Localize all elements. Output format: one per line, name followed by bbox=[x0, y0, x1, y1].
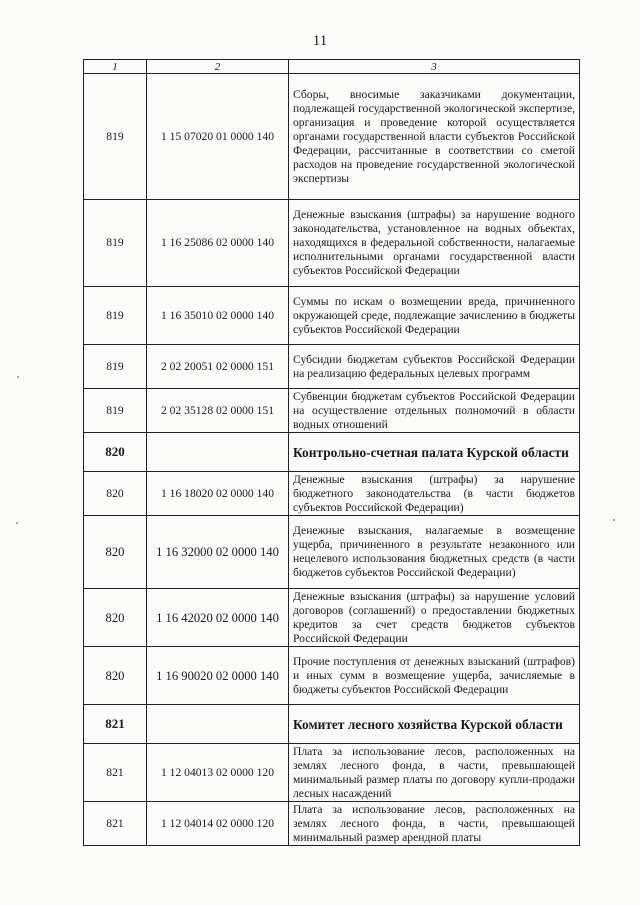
scan-speck bbox=[16, 522, 18, 524]
description-cell: Денежные взыскания (штрафы) за нарушение водного законодательства, установленное на водных объектах, находящихся в федеральной собственности, налагаемые исполнительными органами государственной власти субъектов Российской Федерации bbox=[289, 200, 580, 287]
scan-speck bbox=[613, 519, 615, 521]
revenue-code-cell: 1 16 32000 02 0000 140 bbox=[147, 516, 289, 589]
revenue-code-cell: 1 16 18020 02 0000 140 bbox=[147, 472, 289, 516]
admin-code-cell: 820 bbox=[84, 516, 147, 589]
revenue-code-cell: 1 16 42020 02 0000 140 bbox=[147, 589, 289, 647]
table-row bbox=[84, 589, 580, 647]
revenue-code-cell: 2 02 35128 02 0000 151 bbox=[147, 389, 289, 433]
table-row bbox=[84, 647, 580, 705]
table-row bbox=[84, 472, 580, 516]
revenue-code-cell: 1 16 25086 02 0000 140 bbox=[147, 200, 289, 287]
header-col-1: 1 bbox=[84, 60, 147, 74]
description-cell: Прочие поступления от денежных взысканий (штрафов) и иных сумм в возмещение ущерба, зачисляемые в бюджеты субъектов Российской Федерации bbox=[289, 647, 580, 705]
admin-code-cell: 820 bbox=[84, 589, 147, 647]
description-cell: Субвенции бюджетам субъектов Российской Федерации на осуществление отдельных полномочий в области водных отношений bbox=[289, 389, 580, 433]
admin-code-cell: 819 bbox=[84, 345, 147, 389]
table-header-row bbox=[84, 60, 580, 74]
section-header-row bbox=[84, 433, 580, 472]
revenue-code-cell: 2 02 20051 02 0000 151 bbox=[147, 345, 289, 389]
table-row bbox=[84, 802, 580, 846]
revenue-code-cell bbox=[147, 705, 289, 744]
table-row bbox=[84, 345, 580, 389]
table-row bbox=[84, 287, 580, 345]
description-cell: Сборы, вносимые заказчиками документации, подлежащей государственной экологической экспертизе, организация и проведение которой осуществляется органами государственной власти субъектов Российской Федерации, рассчитанные в соответствии со сметой расходов на проведение государственной экологической экспертизы bbox=[289, 74, 580, 200]
description-cell: Плата за использование лесов, расположенных на землях лесного фонда, в части, превышающей минимальный размер арендной платы bbox=[289, 802, 580, 846]
description-cell: Денежные взыскания (штрафы) за нарушение бюджетного законодательства (в части бюджетов субъектов Российской Федерации) bbox=[289, 472, 580, 516]
table-row bbox=[84, 200, 580, 287]
budget-codes-table bbox=[83, 59, 580, 846]
admin-code-cell: 821 bbox=[84, 744, 147, 802]
page-number: 11 bbox=[312, 33, 328, 49]
description-cell: Суммы по искам о возмещении вреда, причиненного окружающей среде, подлежащие зачислению в бюджеты субъектов Российской Федерации bbox=[289, 287, 580, 345]
section-title-cell: Контрольно-счетная палата Курской области bbox=[289, 433, 580, 472]
admin-code-cell: 819 bbox=[84, 200, 147, 287]
header-col-3: 3 bbox=[289, 60, 580, 74]
scan-speck bbox=[17, 376, 19, 378]
table-row bbox=[84, 389, 580, 433]
admin-code-cell: 821 bbox=[84, 802, 147, 846]
revenue-code-cell: 1 16 90020 02 0000 140 bbox=[147, 647, 289, 705]
revenue-code-cell: 1 15 07020 01 0000 140 bbox=[147, 74, 289, 200]
admin-code-cell: 820 bbox=[84, 472, 147, 516]
revenue-code-cell: 1 16 35010 02 0000 140 bbox=[147, 287, 289, 345]
description-cell: Денежные взыскания (штрафы) за нарушение условий договоров (соглашений) о предоставлении бюджетных кредитов за счет средств бюджетов субъектов Российской Федерации bbox=[289, 589, 580, 647]
admin-code-cell: 821 bbox=[84, 705, 147, 744]
revenue-code-cell: 1 12 04014 02 0000 120 bbox=[147, 802, 289, 846]
description-cell: Денежные взыскания, налагаемые в возмещение ущерба, причиненного в результате незаконного или нецелевого использования бюджетных средств (в части бюджетов субъектов Российской Федерации) bbox=[289, 516, 580, 589]
admin-code-cell: 820 bbox=[84, 647, 147, 705]
revenue-code-cell: 1 12 04013 02 0000 120 bbox=[147, 744, 289, 802]
admin-code-cell: 820 bbox=[84, 433, 147, 472]
admin-code-cell: 819 bbox=[84, 389, 147, 433]
table-row bbox=[84, 744, 580, 802]
table-row bbox=[84, 516, 580, 589]
section-header-row bbox=[84, 705, 580, 744]
admin-code-cell: 819 bbox=[84, 287, 147, 345]
description-cell: Субсидии бюджетам субъектов Российской Федерации на реализацию федеральных целевых программ bbox=[289, 345, 580, 389]
table-row bbox=[84, 74, 580, 200]
revenue-code-cell bbox=[147, 433, 289, 472]
section-title-cell: Комитет лесного хозяйства Курской области bbox=[289, 705, 580, 744]
table-body bbox=[84, 60, 580, 846]
description-cell: Плата за использование лесов, расположенных на землях лесного фонда, в части, превышающей минимальный размер платы по договору купли-продажи лесных насаждений bbox=[289, 744, 580, 802]
header-col-2: 2 bbox=[147, 60, 289, 74]
admin-code-cell: 819 bbox=[84, 74, 147, 200]
budget-codes-table-container bbox=[83, 59, 579, 846]
